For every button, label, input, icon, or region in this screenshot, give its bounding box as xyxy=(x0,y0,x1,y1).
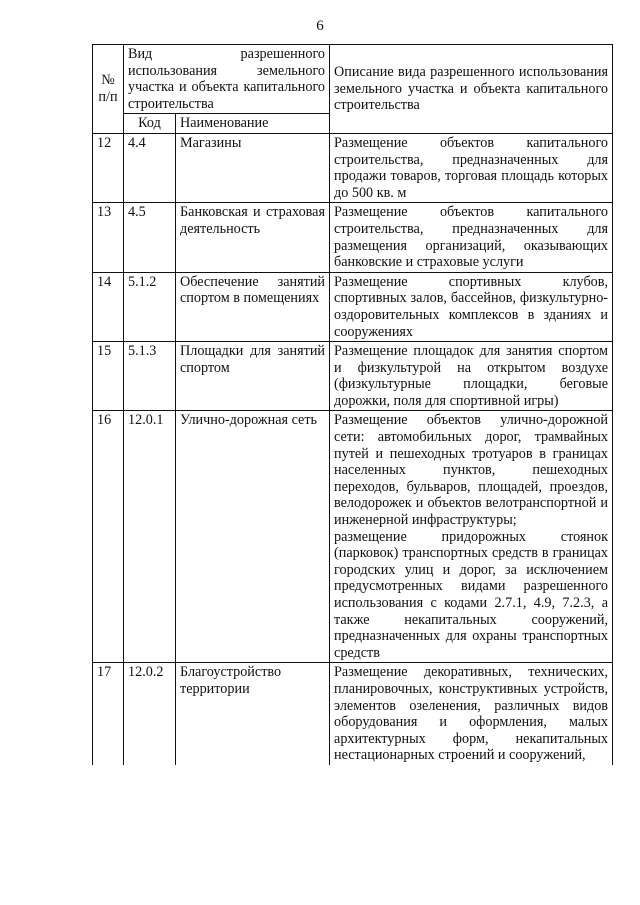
row-description xyxy=(330,203,613,272)
row-name: Магазины xyxy=(176,133,330,202)
description-paragraph: Размещение объектов капитального строительства, предназначенных для размещения организаций, оказывающих банковские и страховые услуги xyxy=(334,204,609,271)
description-paragraph: Размещение площадок для занятия спортом и физкультурой на открытом воздухе (физкультурные площадки, беговые дорожки, поля для спортивной игры) xyxy=(334,343,609,409)
header-num: № п/п xyxy=(93,45,124,134)
row-num: 14 xyxy=(93,272,124,341)
row-code: 4.4 xyxy=(124,133,176,202)
header-code: Код xyxy=(124,114,176,134)
table-row xyxy=(93,342,613,411)
description-paragraph: Размещение объектов улично-дорожной сети: автомобильных дорог, трамвайных путей и пешеходных тротуаров в границах населенных пунктов, пешеходных переходов, бульваров, площадей, проездов, велодорожек и объектов велотранспортной и инженерной инфраструктуры; xyxy=(334,412,609,529)
row-name: Банковская и страховая деятельность xyxy=(176,203,330,272)
row-code: 12.0.2 xyxy=(124,663,176,765)
row-num: 17 xyxy=(93,663,124,765)
table-row xyxy=(93,272,613,341)
row-name: Обеспечение занятий спортом в помещениях xyxy=(176,272,330,341)
land-use-table xyxy=(92,44,613,765)
table-row xyxy=(93,203,613,272)
header-group: Вид разрешенного использования земельного участка и объекта капитального строительства xyxy=(124,45,330,114)
description-paragraph: Размещение объектов капитального строительства, предназначенных для продажи товаров, торговая площадь которых до 500 кв. м xyxy=(334,134,609,201)
description-paragraph: Размещение декоративных, технических, планировочных, конструктивных устройств, элементов озеленения, различных видов оборудования и оформления, малых архитектурных форм, некапитальных нестационарных строений и сооружений, xyxy=(334,664,609,764)
row-name: Благоустройство территории xyxy=(176,663,330,765)
header-name: Наименование xyxy=(176,114,330,134)
row-num: 15 xyxy=(93,342,124,411)
header-description: Описание вида разрешенного использования земельного участка и объекта капитального строительства xyxy=(330,45,613,134)
row-code: 5.1.3 xyxy=(124,342,176,411)
row-name: Улично-дорожная сеть xyxy=(176,411,330,663)
header-row xyxy=(93,45,613,114)
row-num: 16 xyxy=(93,411,124,663)
row-code: 12.0.1 xyxy=(124,411,176,663)
table-row xyxy=(93,411,613,663)
row-description xyxy=(330,411,613,663)
table-row xyxy=(93,663,613,765)
row-description xyxy=(330,663,613,765)
row-code: 4.5 xyxy=(124,203,176,272)
row-code: 5.1.2 xyxy=(124,272,176,341)
row-name: Площадки для занятий спортом xyxy=(176,342,330,411)
row-description xyxy=(330,272,613,341)
row-description xyxy=(330,133,613,202)
row-num: 13 xyxy=(93,203,124,272)
row-description xyxy=(330,342,613,411)
description-paragraph: Размещение спортивных клубов, спортивных залов, бассейнов, физкультурно-оздоровительных комплексов в зданиях и сооружениях xyxy=(334,273,609,340)
row-num: 12 xyxy=(93,133,124,202)
description-paragraph: размещение придорожных стоянок (парковок) транспортных средств в границах городских улиц и дорог, за исключением предусмотренных видами разрешенного использования с кодами 2.7.1, 4.9, 7.2.3, а также некапитальных сооружений, предназначенных для охраны транспортных средств xyxy=(334,528,609,661)
table-row xyxy=(93,133,613,202)
page-number: 6 xyxy=(316,18,324,34)
